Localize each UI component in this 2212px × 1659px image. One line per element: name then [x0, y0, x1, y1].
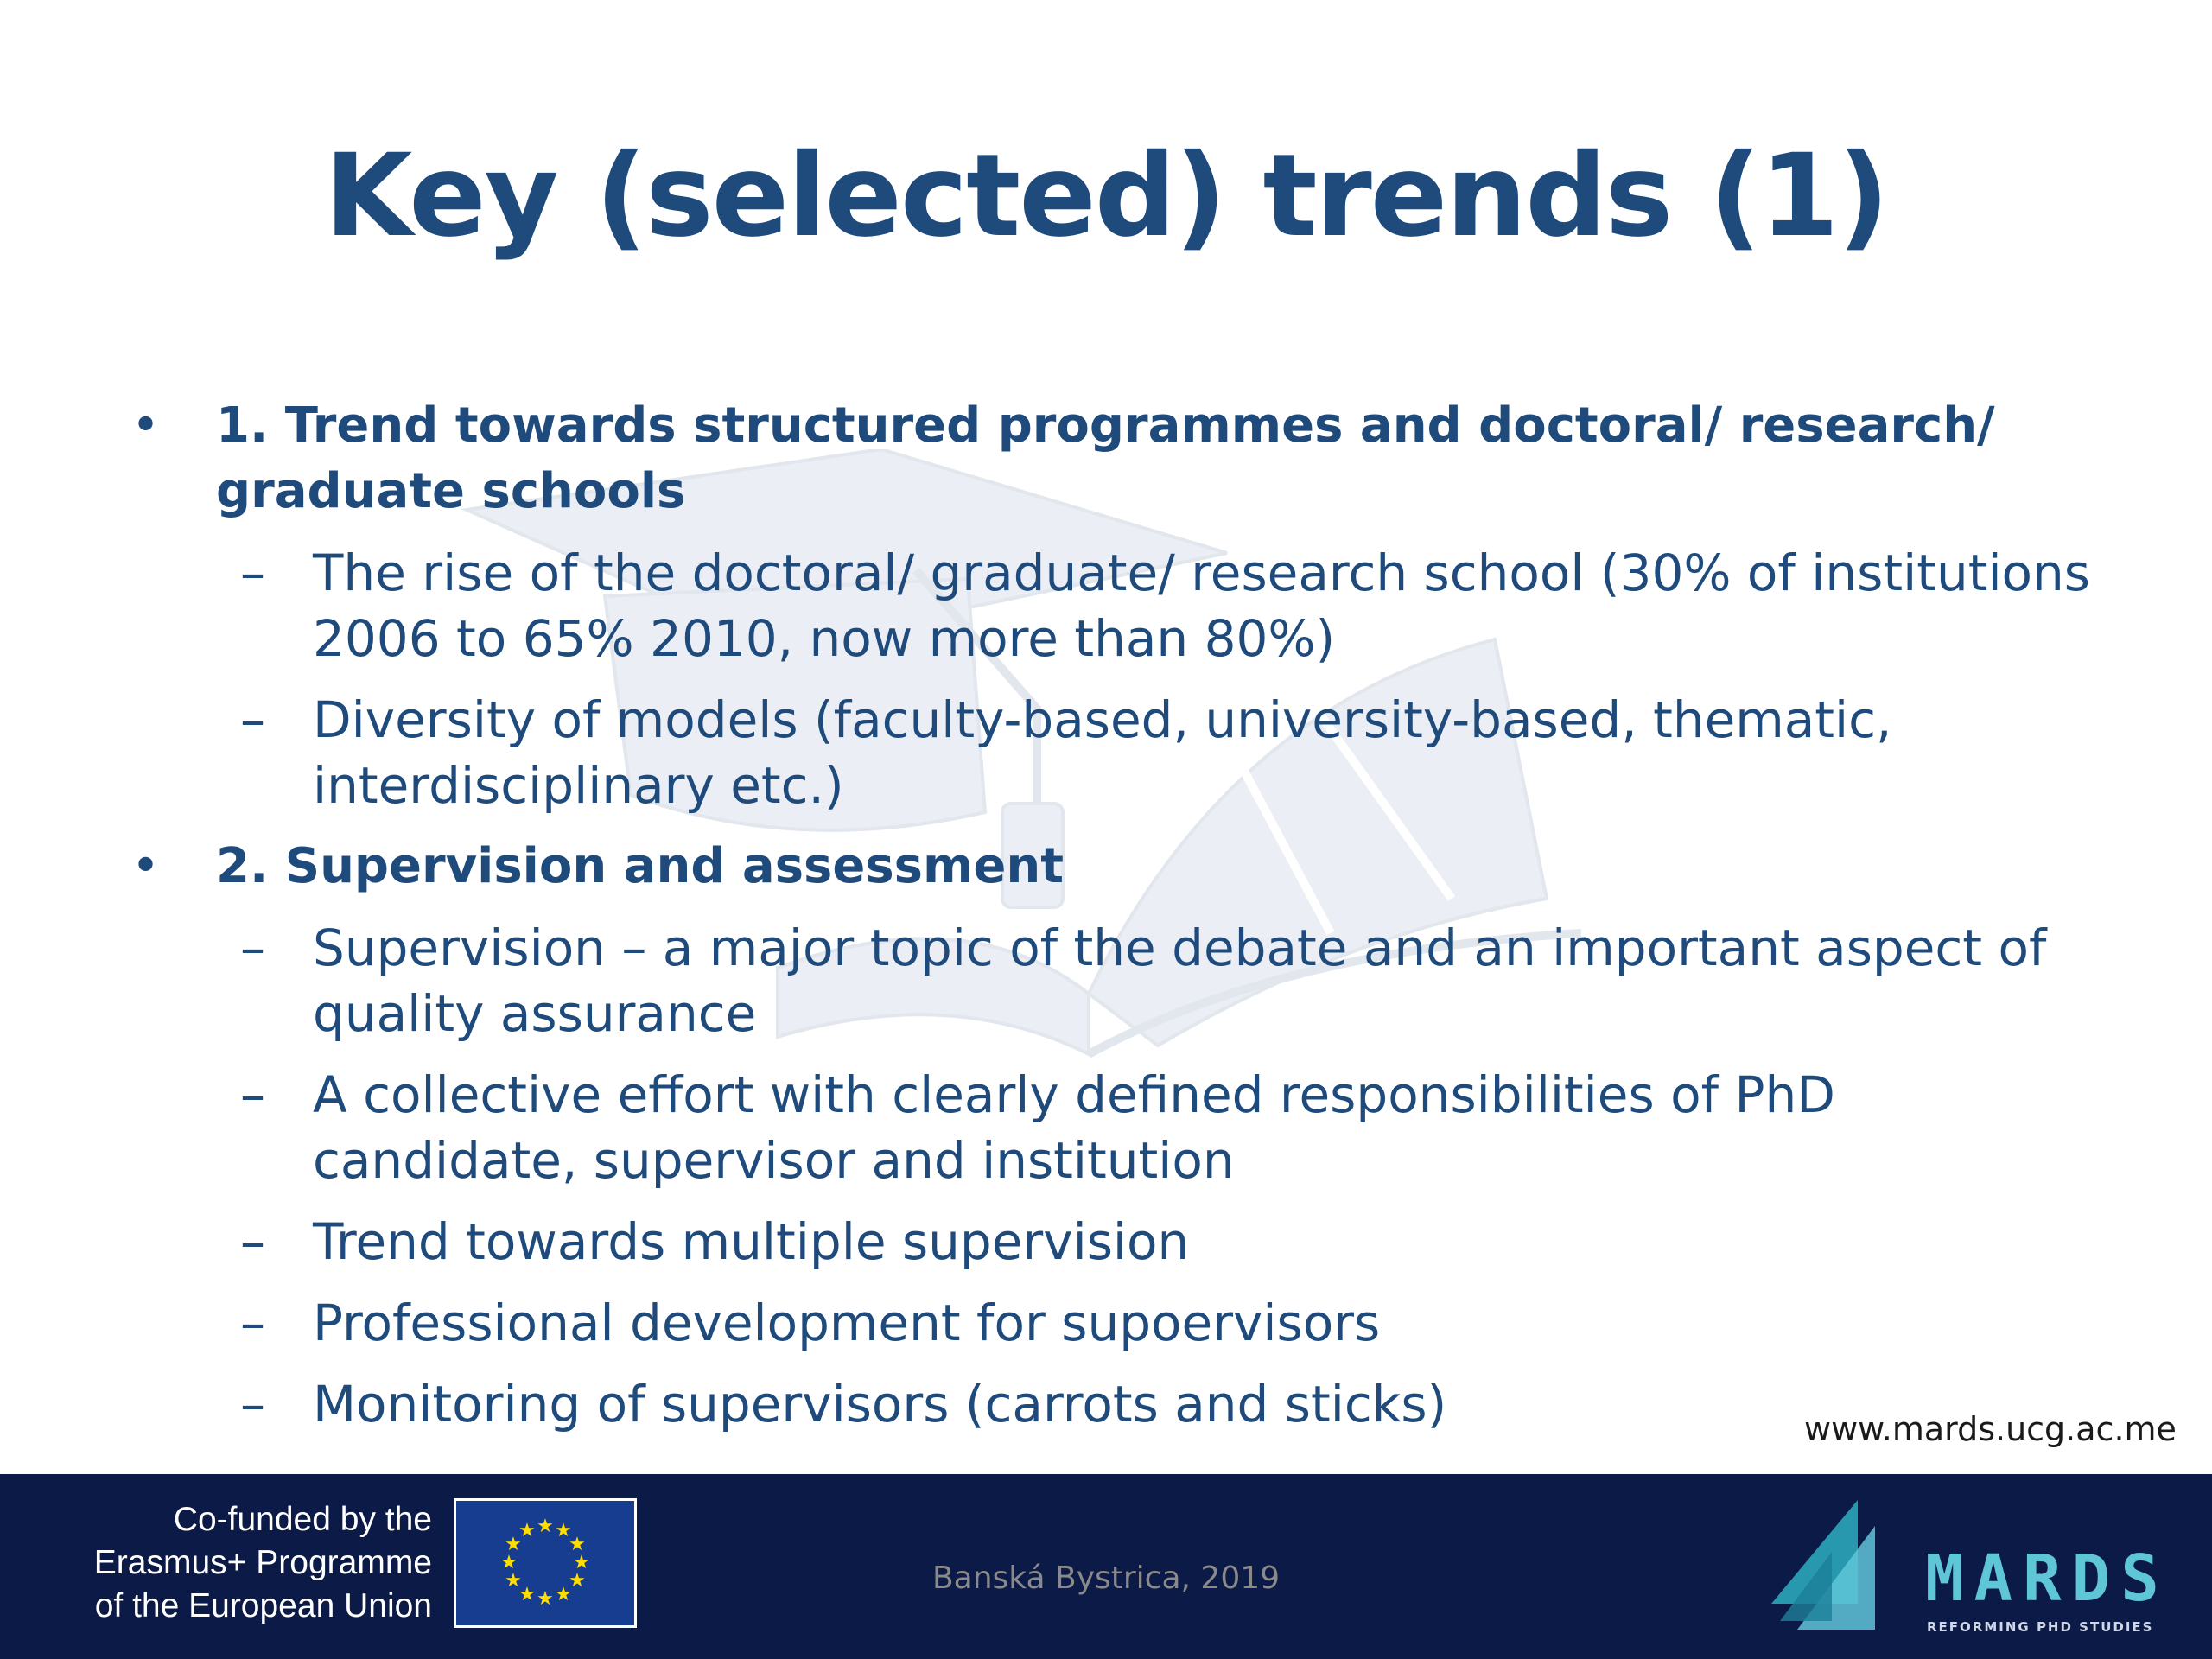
sub-item-label: Supervision – a major topic of the debate and an important aspect of quality assurance: [313, 918, 2047, 1043]
bullet-item-supervision: [121, 834, 2100, 899]
svg-text:★: ★: [505, 1534, 522, 1555]
cofunded-line: Erasmus+ Programme: [93, 1544, 432, 1581]
svg-text:★: ★: [573, 1552, 590, 1573]
svg-text:★: ★: [518, 1584, 536, 1605]
cofunded-line: of the European Union: [94, 1587, 432, 1624]
sub-item-label: Professional development for supoervisors: [313, 1294, 1381, 1352]
bullet-marker: •: [131, 397, 161, 454]
sub-item-label: Trend towards multiple supervision: [313, 1212, 1190, 1271]
place-date-text: Banská Bystrica, 2019: [931, 1560, 1281, 1596]
bullet-item-label: 1. Trend towards structured programmes and doctoral/ research/ graduate schools: [216, 397, 1995, 519]
dash-marker: –: [240, 690, 265, 749]
sub-item-multiple-supervision: [121, 1209, 2100, 1274]
svg-text:★: ★: [569, 1570, 586, 1592]
website-link[interactable]: www.mards.ucg.ac.me: [1804, 1410, 2177, 1448]
svg-text:★: ★: [500, 1552, 518, 1573]
bullet-item-label: 2. Supervision and assessment: [216, 838, 1064, 894]
dash-marker: –: [240, 543, 265, 602]
svg-text:★: ★: [555, 1584, 572, 1605]
dash-marker: –: [240, 918, 265, 977]
footer-bar: [0, 1474, 2212, 1659]
svg-text:★: ★: [537, 1588, 554, 1610]
mards-logo-icon: [1771, 1500, 1910, 1638]
sub-item-label: Monitoring of supervisors (carrots and sticks): [313, 1375, 1447, 1433]
dash-marker: –: [240, 1294, 265, 1352]
slide-title: Key (selected) trends (1): [324, 130, 1888, 263]
dash-marker: –: [240, 1212, 265, 1271]
sub-item-label: The rise of the doctoral/ graduate/ research school (30% of institutions 2006 to 65% 2010, now more than 80%): [313, 543, 2091, 668]
sub-item-rise-of-school: [121, 540, 2100, 671]
dash-marker: –: [240, 1375, 265, 1433]
sub-item-collective-effort: [121, 1062, 2100, 1193]
sub-item-monitoring: [121, 1371, 2100, 1437]
slide-content: [121, 393, 2100, 1452]
sub-item-label: A collective effort with clearly defined responsibilities of PhD candidate, supervisor and institution: [313, 1065, 1835, 1190]
bullet-marker: •: [131, 838, 161, 894]
logo-name: MARDS: [1925, 1541, 2170, 1616]
svg-text:★: ★: [518, 1520, 536, 1541]
dash-marker: –: [240, 1065, 265, 1124]
cofunded-line: Co-funded by the: [173, 1501, 432, 1538]
svg-text:★: ★: [537, 1516, 554, 1537]
logo-tagline: REFORMING PHD STUDIES: [1927, 1619, 2154, 1635]
sub-item-label: Diversity of models (faculty-based, university-based, thematic, interdisciplinary etc.): [313, 690, 1892, 815]
svg-text:★: ★: [505, 1570, 522, 1592]
sub-item-supervision-topic: [121, 915, 2100, 1046]
svg-text:★: ★: [569, 1534, 586, 1555]
sub-item-diversity-of-models: [121, 687, 2100, 818]
sub-item-professional-development: [121, 1290, 2100, 1356]
svg-text:★: ★: [555, 1520, 572, 1541]
bullet-item-structured-programmes: [121, 393, 2100, 524]
